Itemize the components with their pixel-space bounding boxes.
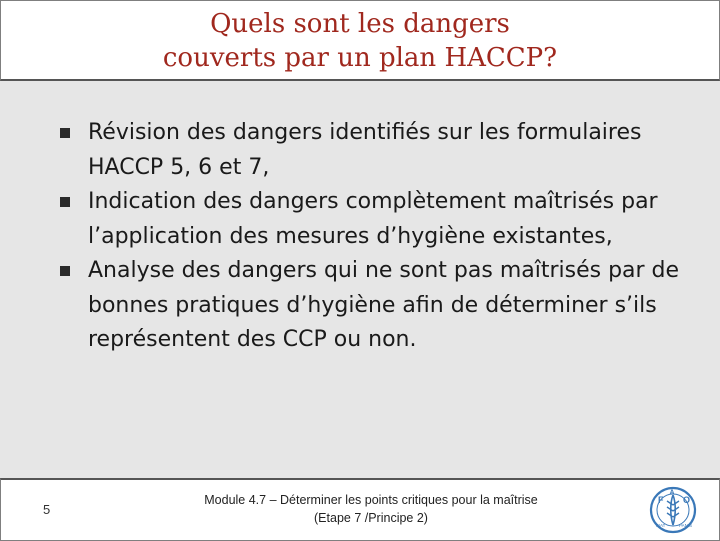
page-number: 5 [43,502,51,517]
svg-text:A: A [669,489,675,497]
slide-footer [0,478,720,541]
bullet-text: Analyse des dangers qui ne sont pas maîtrisés par de bonnes pratiques d’hygiène afin de déterminer s’ils représentent des CCP ou non. [88,258,680,352]
fao-logo-icon [647,485,699,535]
slide-title-line-2: couverts par un plan HACCP? [162,43,558,73]
svg-text:PANIS: PANIS [679,523,693,528]
slide-title [1,7,719,75]
bullet-list [60,116,700,358]
bullet-item [60,185,700,254]
slide-title-line-1: Quels sont les dangers [210,9,510,39]
module-caption-line-2: (Etape 7 /Principe 2) [314,511,428,525]
svg-text:F: F [658,495,664,505]
square-bullet-icon [60,266,70,276]
module-caption-line-1: Module 4.7 – Déterminer les points critiques pour la maîtrise [204,493,538,507]
square-bullet-icon [60,128,70,138]
bullet-text: Indication des dangers complètement maîtrisés par l’application des mesures d’hygiène existantes, [88,189,658,249]
module-caption [161,491,581,527]
bullet-item [60,116,700,185]
title-bar [0,0,720,81]
svg-text:O: O [683,495,691,505]
square-bullet-icon [60,197,70,207]
bullet-item [60,254,700,358]
bullet-text: Révision des dangers identifiés sur les formulaires HACCP 5, 6 et 7, [88,120,642,180]
svg-text:FIAT: FIAT [656,523,666,528]
